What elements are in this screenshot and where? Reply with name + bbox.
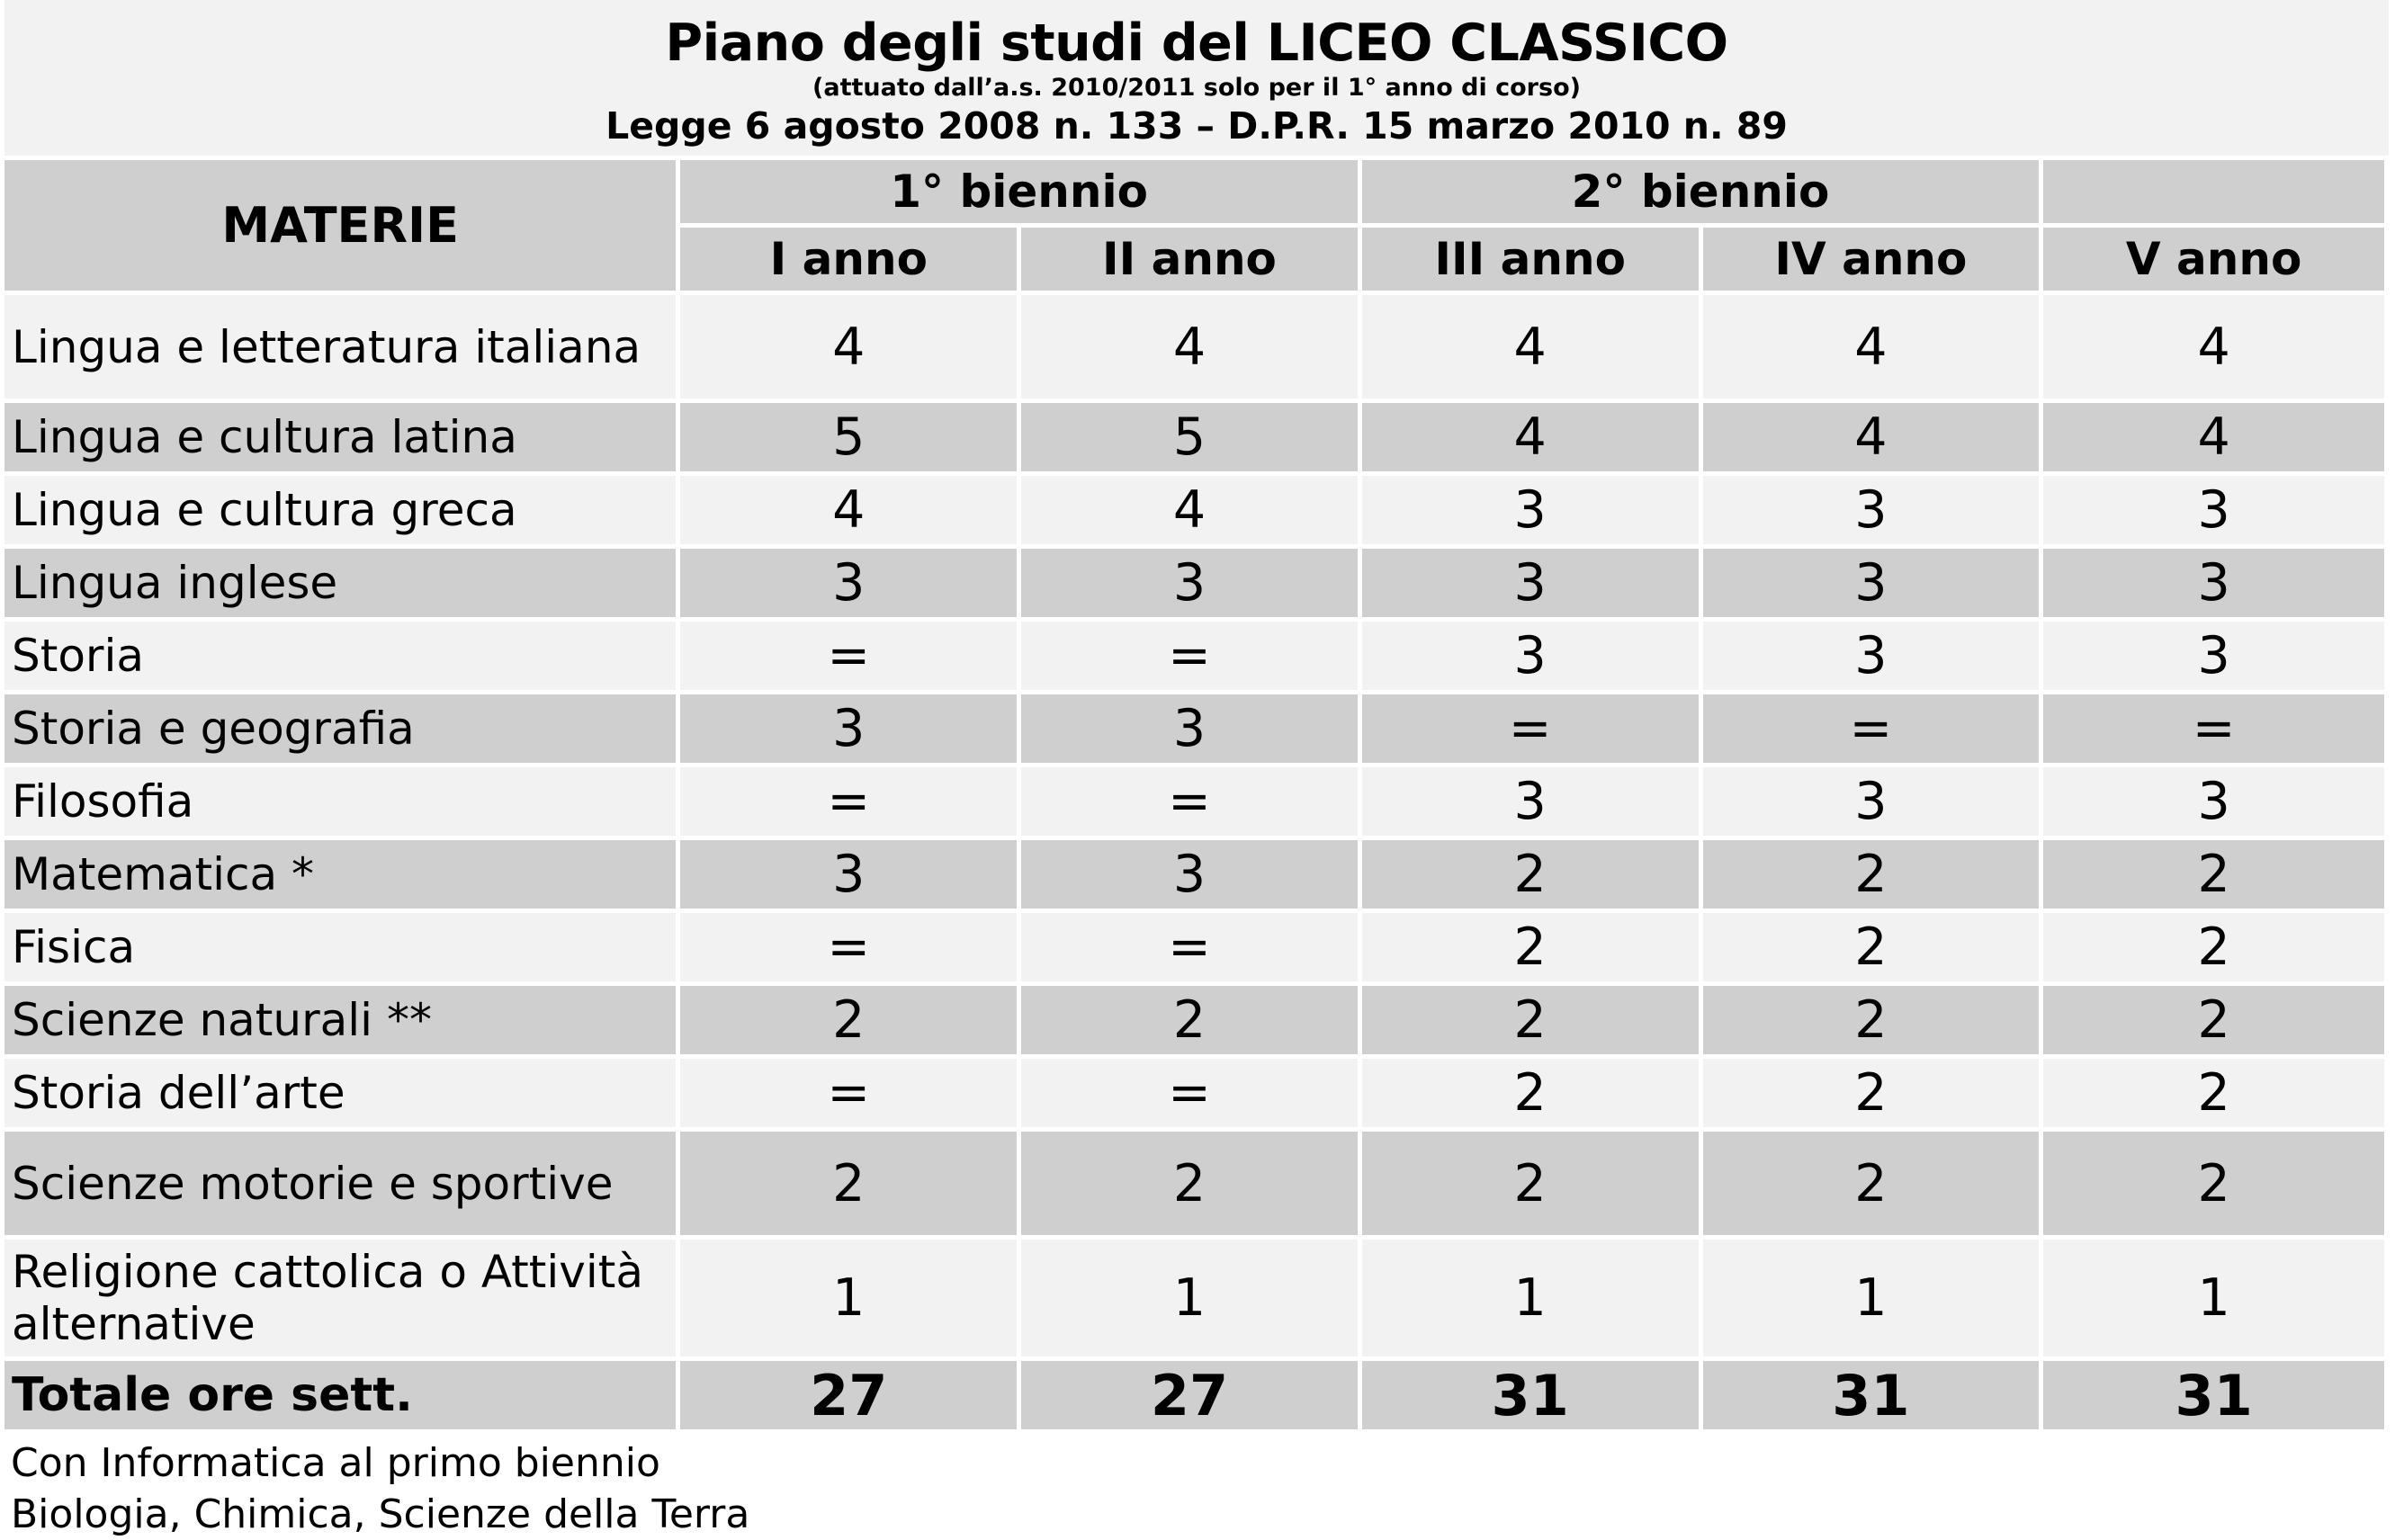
hours-cell: 4 — [680, 476, 1017, 544]
hours-cell: 4 — [1021, 476, 1358, 544]
title-block — [4, 0, 2389, 156]
subject-cell: Religione cattolica o Attività alternative — [4, 1240, 676, 1356]
hours-cell: 2 — [1362, 1132, 1699, 1235]
table-row — [4, 295, 2384, 398]
hours-cell: 2 — [1021, 986, 1358, 1054]
header-year: V anno — [2043, 228, 2384, 291]
table-row — [4, 840, 2384, 909]
hours-cell: 3 — [1703, 476, 2040, 544]
header-year: II anno — [1021, 228, 1358, 291]
hours-cell: = — [680, 767, 1017, 836]
hours-cell: 1 — [1362, 1240, 1699, 1356]
hours-cell: = — [1021, 622, 1358, 690]
hours-cell: 3 — [1362, 767, 1699, 836]
table-row — [4, 622, 2384, 690]
page-title: Piano degli studi del LICEO CLASSICO — [665, 13, 1728, 73]
hours-cell: 3 — [680, 549, 1017, 617]
subject-cell: Scienze motorie e sportive — [4, 1132, 676, 1235]
table-row — [4, 694, 2384, 763]
total-cell: 27 — [680, 1361, 1017, 1429]
law-reference: Legge 6 agosto 2008 n. 133 – D.P.R. 15 marzo 2010 n. 89 — [605, 104, 1788, 148]
header-year: IV anno — [1703, 228, 2040, 291]
hours-cell: 5 — [1021, 403, 1358, 471]
subject-cell: Storia dell’arte — [4, 1059, 676, 1127]
hours-cell: = — [680, 913, 1017, 981]
subject-cell: Filosofia — [4, 767, 676, 836]
table-row — [4, 913, 2384, 981]
total-cell: 27 — [1021, 1361, 1358, 1429]
hours-cell: 3 — [680, 840, 1017, 909]
table-row — [4, 1059, 2384, 1127]
hours-cell: 2 — [1362, 986, 1699, 1054]
hours-cell: = — [680, 1059, 1017, 1127]
hours-cell: 4 — [680, 295, 1017, 398]
total-label: Totale ore sett. — [4, 1361, 676, 1429]
hours-cell: 2 — [1703, 1132, 2040, 1235]
hours-cell: 4 — [2043, 295, 2384, 398]
hours-cell: 3 — [1703, 622, 2040, 690]
hours-cell: 3 — [2043, 767, 2384, 836]
subject-cell: Fisica — [4, 913, 676, 981]
total-cell: 31 — [1703, 1361, 2040, 1429]
hours-cell: 2 — [2043, 986, 2384, 1054]
hours-cell: 3 — [1703, 549, 2040, 617]
table-row — [4, 1240, 2384, 1356]
hours-cell: 2 — [1703, 1059, 2040, 1127]
table-row — [4, 549, 2384, 617]
hours-cell: 3 — [1021, 549, 1358, 617]
hours-cell: 5 — [680, 403, 1017, 471]
total-cell: 31 — [2043, 1361, 2384, 1429]
subject-cell: Storia e geografia — [4, 694, 676, 763]
hours-cell: 2 — [1703, 840, 2040, 909]
hours-cell: 4 — [1362, 295, 1699, 398]
hours-cell: 2 — [1021, 1132, 1358, 1235]
header-year: I anno — [680, 228, 1017, 291]
header-group-1: 1° biennio — [680, 160, 1357, 223]
footnote: Biologia, Chimica, Scienze della Terra — [11, 1491, 750, 1537]
hours-cell: 3 — [1362, 476, 1699, 544]
subject-cell: Lingua e letteratura italiana — [4, 295, 676, 398]
hours-cell: 3 — [2043, 476, 2384, 544]
hours-cell: = — [1703, 694, 2040, 763]
hours-cell: 3 — [680, 694, 1017, 763]
subject-cell: Scienze naturali ** — [4, 986, 676, 1054]
hours-cell: = — [2043, 694, 2384, 763]
hours-cell: 4 — [1021, 295, 1358, 398]
subject-cell: Lingua e cultura greca — [4, 476, 676, 544]
hours-cell: 1 — [680, 1240, 1017, 1356]
table-row — [4, 476, 2384, 544]
hours-cell: 4 — [2043, 403, 2384, 471]
hours-cell: 2 — [1703, 986, 2040, 1054]
footnote: Con Informatica al primo biennio — [11, 1440, 660, 1486]
hours-cell: 2 — [2043, 1059, 2384, 1127]
study-plan-table — [0, 156, 2389, 1434]
hours-cell: = — [1362, 694, 1699, 763]
hours-cell: 2 — [1362, 913, 1699, 981]
subject-cell: Matematica * — [4, 840, 676, 909]
table-body — [4, 295, 2384, 1429]
table-header — [4, 160, 2384, 291]
hours-cell: 1 — [1021, 1240, 1358, 1356]
hours-cell: 3 — [1021, 694, 1358, 763]
hours-cell: 4 — [1703, 403, 2040, 471]
hours-cell: = — [1021, 1059, 1358, 1127]
hours-cell: 3 — [1021, 840, 1358, 909]
hours-cell: 3 — [1362, 622, 1699, 690]
hours-cell: 4 — [1703, 295, 2040, 398]
hours-cell: = — [1021, 767, 1358, 836]
header-year: III anno — [1362, 228, 1699, 291]
total-row — [4, 1361, 2384, 1429]
hours-cell: 3 — [2043, 549, 2384, 617]
hours-cell: 1 — [1703, 1240, 2040, 1356]
hours-cell: 1 — [2043, 1240, 2384, 1356]
page-subtitle: (attuato dall’a.s. 2010/2011 solo per il 1° anno di corso) — [812, 74, 1581, 102]
hours-cell: = — [680, 622, 1017, 690]
hours-cell: 2 — [1362, 840, 1699, 909]
footnotes — [11, 1437, 749, 1540]
subject-cell: Lingua e cultura latina — [4, 403, 676, 471]
hours-cell: 2 — [680, 986, 1017, 1054]
total-cell: 31 — [1362, 1361, 1699, 1429]
hours-cell: 2 — [680, 1132, 1017, 1235]
hours-cell: 3 — [1362, 549, 1699, 617]
subject-cell: Storia — [4, 622, 676, 690]
hours-cell: 2 — [2043, 840, 2384, 909]
hours-cell: 2 — [1362, 1059, 1699, 1127]
hours-cell: 2 — [2043, 1132, 2384, 1235]
table-row — [4, 403, 2384, 471]
hours-cell: 3 — [2043, 622, 2384, 690]
hours-cell: 2 — [2043, 913, 2384, 981]
hours-cell: 4 — [1362, 403, 1699, 471]
header-group-3 — [2043, 160, 2384, 223]
table-row — [4, 767, 2384, 836]
hours-cell: 3 — [1703, 767, 2040, 836]
hours-cell: 2 — [1703, 913, 2040, 981]
table-row — [4, 986, 2384, 1054]
subject-cell: Lingua inglese — [4, 549, 676, 617]
hours-cell: = — [1021, 913, 1358, 981]
table-row — [4, 1132, 2384, 1235]
header-materie: MATERIE — [4, 160, 676, 291]
header-group-2: 2° biennio — [1362, 160, 2039, 223]
